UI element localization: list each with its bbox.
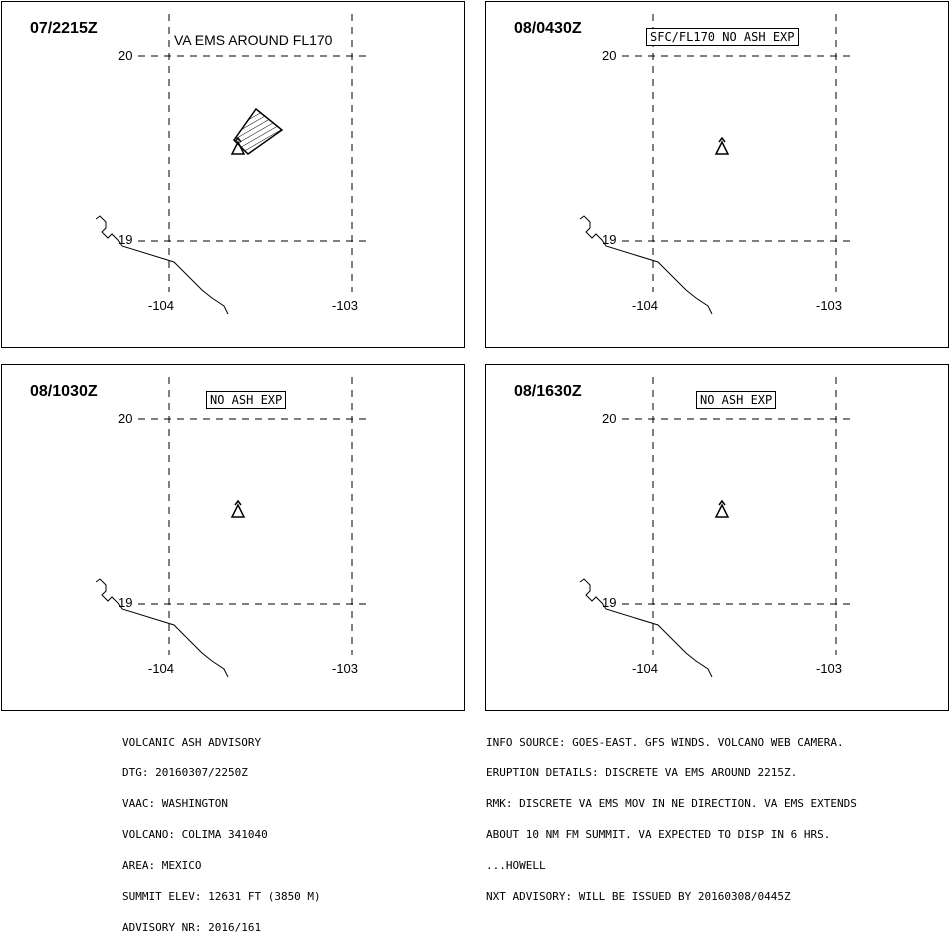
lat-label-19: 19 xyxy=(118,232,133,247)
advisory-line: NXT ADVISORY: WILL BE ISSUED BY 20160308/0445Z xyxy=(486,890,791,904)
advisory-line: VAAC: WASHINGTON xyxy=(122,797,228,811)
ash-status-box: NO ASH EXP xyxy=(696,391,776,409)
advisory-header-block xyxy=(122,717,321,944)
lon-label-104: -104 xyxy=(632,298,659,313)
map-canvas xyxy=(486,365,949,711)
ash-status-box: SFC/FL170 NO ASH EXP xyxy=(646,28,799,46)
advisory-line: DTG: 20160307/2250Z xyxy=(122,766,248,780)
advisory-line: AREA: MEXICO xyxy=(122,859,202,873)
map-canvas xyxy=(486,2,949,348)
lon-label-103: -103 xyxy=(332,298,359,313)
advisory-line: RMK: DISCRETE VA EMS MOV IN NE DIRECTION. VA EMS EXTENDS xyxy=(486,797,857,811)
lat-label-20: 20 xyxy=(602,48,617,63)
advisory-line: ERUPTION DETAILS: DISCRETE VA EMS AROUND 2215Z. xyxy=(486,766,798,780)
advisory-line: ...HOWELL xyxy=(486,859,546,873)
volcano-icon xyxy=(716,501,728,517)
map-canvas xyxy=(2,2,465,348)
lon-label-103: -103 xyxy=(332,661,359,676)
lat-label-20: 20 xyxy=(118,411,133,426)
forecast-panel-3 xyxy=(485,364,949,711)
lon-label-103: -103 xyxy=(816,661,843,676)
ash-status: VA EMS AROUND FL170 xyxy=(174,32,333,48)
lon-label-103: -103 xyxy=(816,298,843,313)
valid-time: 08/0430Z xyxy=(514,20,582,37)
advisory-line: SUMMIT ELEV: 12631 FT (3850 M) xyxy=(122,890,321,904)
advisory-line: VOLCANO: COLIMA 341040 xyxy=(122,828,268,842)
advisory-line: VOLCANIC ASH ADVISORY xyxy=(122,735,262,749)
lon-label-104: -104 xyxy=(148,661,175,676)
ash-status-box: NO ASH EXP xyxy=(206,391,286,409)
lat-label-19: 19 xyxy=(602,232,617,247)
lon-label-104: -104 xyxy=(148,298,175,313)
advisory-details-block xyxy=(486,717,857,913)
forecast-panel-2 xyxy=(1,364,465,711)
advisory-line: ADVISORY NR: 2016/161 xyxy=(122,920,262,934)
map-canvas xyxy=(2,365,465,711)
valid-time: 07/2215Z xyxy=(30,20,98,37)
volcano-icon xyxy=(232,501,244,517)
volcano-icon xyxy=(716,138,728,154)
forecast-panel-0 xyxy=(1,1,465,348)
lat-label-20: 20 xyxy=(118,48,133,63)
lat-label-19: 19 xyxy=(118,595,133,610)
lat-label-20: 20 xyxy=(602,411,617,426)
lon-label-104: -104 xyxy=(632,661,659,676)
lat-label-19: 19 xyxy=(602,595,617,610)
advisory-line: INFO SOURCE: GOES-EAST. GFS WINDS. VOLCANO WEB CAMERA. xyxy=(486,735,844,749)
valid-time: 08/1630Z xyxy=(514,383,582,400)
forecast-panel-1 xyxy=(485,1,949,348)
valid-time: 08/1030Z xyxy=(30,383,98,400)
advisory-line: ABOUT 10 NM FM SUMMIT. VA EXPECTED TO DISP IN 6 HRS. xyxy=(486,828,831,842)
